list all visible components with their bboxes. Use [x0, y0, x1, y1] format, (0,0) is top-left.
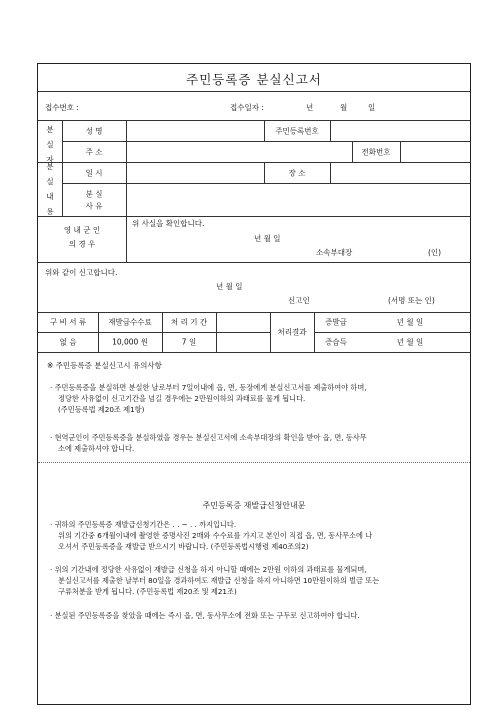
receipt-date-label: 접수일자 :	[230, 103, 264, 112]
divider	[264, 162, 265, 183]
military-label-1: 영 내 군 인	[63, 225, 101, 235]
divider	[400, 141, 401, 162]
military-confirm-text: 위 사실을 확인합니다.	[132, 219, 205, 228]
commander-label: 소속부대장	[316, 248, 353, 257]
issued-date: 년 월 일	[396, 317, 424, 327]
result-header: 처리결과	[277, 327, 307, 337]
divider	[38, 262, 470, 263]
receipt-number-label: 접수번호 :	[45, 103, 79, 112]
divider	[38, 120, 470, 121]
reporter-label: 신고인	[288, 296, 310, 305]
divider	[314, 332, 470, 333]
divider	[352, 141, 353, 162]
loss-reason-label-1: 분 실	[85, 189, 103, 199]
address-label: 주 소	[85, 147, 103, 157]
dotted-divider	[38, 462, 470, 463]
loss-datetime-label: 일 시	[85, 168, 103, 178]
divider	[264, 120, 265, 141]
period-value: 7 일	[181, 337, 197, 347]
found-label: 증습득	[325, 337, 347, 347]
issued-label: 증발급	[325, 317, 347, 327]
form-title: 주민등록증 분실신고서	[186, 72, 322, 87]
military-label-2: 의 경 우	[68, 239, 96, 249]
fee-value: 10,000 원	[112, 337, 148, 347]
divider	[330, 120, 331, 141]
loss-section-label: 분 실 내 용	[46, 162, 54, 216]
reissue-item-1: · 귀하의 주민등록증 재발급신청기간은 . . ~ . . 까지입니다. 위의 기간중 6개월이내에 촬영한 증명사진 2매와 수수료를 가지고 본인이 직접 읍, 면, 동사무소에 나 오셔서 주민등록증을 재발급 받으시기 바랍니다. (주민등록법시행령 제40조의2)	[50, 520, 373, 551]
commander-seal: (인)	[428, 248, 442, 257]
period-header: 처 리 기 간	[170, 317, 208, 327]
loss-reason-label-2: 사 유	[85, 201, 103, 211]
reissue-item-2: · 위의 기간내에 정당한 사유없이 재발급 신청을 하지 아니할 때에는 2만원 이하의 과태료를 물게되며, 분실신고서를 제출한 날부터 80일을 경과하여도 재발급 신청을 하지 아니하면 10만원이하의 벌금 또는 구류처분을 받게 됩니다. (주민등록법 제20조 및 제21조)	[50, 565, 380, 596]
reissue-title: 주민등록증 재발급신청안내문	[202, 501, 306, 510]
divider	[38, 352, 470, 353]
notice-item-1: · 주민등록증을 분실하면 분실한 날로부터 7일이내에 읍, 면, 동장에게 분실신고서를 제출하여야 하며, 정당한 사유없이 신고기간을 넘길 경우에는 2만원이하의 과태료를 물게 됩니다. (주민등록법 제20조 제1항)	[50, 383, 367, 414]
form-frame	[37, 63, 471, 705]
divider	[330, 162, 331, 183]
military-date: 년 월 일	[254, 234, 281, 243]
fee-header: 재발급수수료	[108, 317, 152, 327]
phone-label: 전화번호	[361, 147, 391, 157]
divider	[270, 312, 271, 352]
loser-section-label: 분 실 자	[46, 125, 54, 164]
declaration-date: 년 월 일	[216, 282, 243, 291]
receipt-date-month: 월	[340, 103, 348, 112]
docs-header: 구 비 서 류	[49, 317, 87, 327]
divider	[62, 141, 470, 142]
found-date: 년 월 일	[396, 337, 424, 347]
reissue-item-3: · 분실된 주민등록증을 찾았을 때에는 즉시 읍, 면, 동사무소에 전화 또는 구두로 신고하여야 합니다.	[50, 611, 360, 620]
divider	[38, 162, 470, 163]
receipt-date-year: 년	[306, 103, 314, 112]
reporter-sign: (서명 또는 인)	[388, 296, 435, 305]
receipt-date-day: 일	[368, 103, 376, 112]
notice-title: ※ 주민등록증 분실신고시 유의사항	[47, 361, 162, 370]
docs-value: 없 음	[59, 337, 77, 347]
declaration-text: 위와 같이 신고합니다.	[45, 268, 118, 277]
divider	[38, 332, 270, 333]
divider	[38, 216, 470, 217]
notice-item-2: · 현역군인이 주민등록증을 분실하였을 경우는 분실신고서에 소속부대장의 확인을 받아 읍, 면, 동사무 소에 제출하셔야 합니다.	[50, 433, 367, 453]
loss-place-label: 장 소	[288, 168, 306, 178]
divider	[38, 91, 470, 92]
divider	[126, 216, 127, 262]
name-label: 성 명	[85, 126, 103, 136]
divider	[126, 120, 127, 216]
divider	[62, 183, 470, 184]
divider	[62, 120, 63, 216]
resident-number-label: 주민등록번호	[275, 126, 319, 136]
divider	[38, 312, 470, 313]
